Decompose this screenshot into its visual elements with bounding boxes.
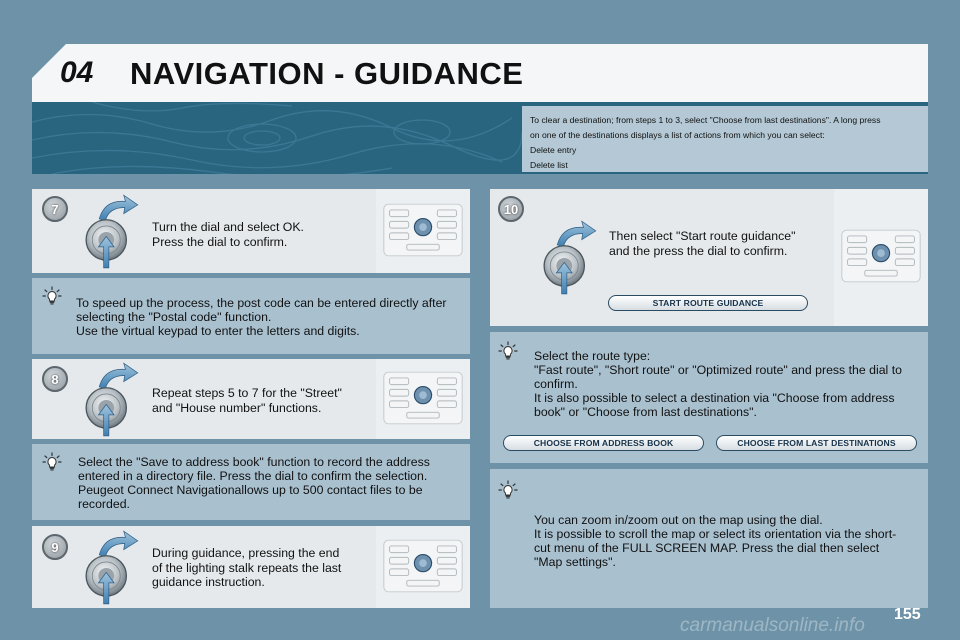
radio-faceplate-icon bbox=[380, 364, 466, 432]
step-8-text: Repeat steps 5 to 7 for the "Street" and "House number" functions. bbox=[152, 386, 342, 415]
dial-icon bbox=[80, 360, 150, 440]
lightbulb-icon bbox=[42, 286, 62, 306]
tip-3-text: Select the route type: "Fast route", "Short route" or "Optimized route" and press the dial to confirm. It is also possible to select a destination via "Choose from address book" or "Choose from last destinations". bbox=[534, 349, 902, 419]
page-title: NAVIGATION - GUIDANCE bbox=[130, 56, 524, 91]
radio-faceplate-icon bbox=[380, 196, 466, 264]
step-9-text: During guidance, pressing the end of the lighting stalk repeats the last guidance instruction. bbox=[152, 546, 342, 589]
step-9-badge: 9 bbox=[42, 534, 68, 560]
start-route-guidance-button[interactable]: START ROUTE GUIDANCE bbox=[608, 295, 808, 311]
tip-2-text: Select the "Save to address book" function to record the address entered in a directory file. Press the dial to confirm the selection. Peugeot Connect Navigationallows up to 500 contact files to be recorded. bbox=[78, 455, 430, 511]
step-7-text: Turn the dial and select OK. Press the dial to confirm. bbox=[152, 220, 304, 249]
step-10-badge: 10 bbox=[498, 196, 524, 222]
step-10-text: Then select "Start route guidance" and the press the dial to confirm. bbox=[609, 229, 796, 258]
tip-1-text: To speed up the process, the post code can be entered directly after selecting the "Postal code" function. Use the virtual keypad to enter the letters and digits. bbox=[76, 296, 447, 338]
dial-icon bbox=[538, 218, 608, 298]
step-8-badge: 8 bbox=[42, 366, 68, 392]
lightbulb-icon bbox=[42, 452, 62, 472]
dial-icon bbox=[80, 528, 150, 608]
tip-4-text: You can zoom in/zoom out on the map using the dial. It is possible to scroll the map or select its orientation via the short- cut menu of the FULL SCREEN MAP. Press the dial then select "Map settings". bbox=[534, 513, 897, 569]
lightbulb-icon bbox=[498, 341, 518, 361]
intro-text: To clear a destination; from steps 1 to 3, select "Choose from last destinations". A long press on one of the destinations displays a list of actions from which you can select: Delete entry Delete list bbox=[530, 115, 881, 170]
lightbulb-icon bbox=[498, 480, 518, 500]
chapter-number: 04 bbox=[60, 56, 94, 89]
choose-from-last-destinations-button[interactable]: CHOOSE FROM LAST DESTINATIONS bbox=[716, 435, 917, 451]
page-number: 155 bbox=[894, 606, 921, 623]
radio-faceplate-icon bbox=[838, 222, 924, 290]
radio-faceplate-icon bbox=[380, 532, 466, 600]
dial-icon bbox=[80, 192, 150, 272]
step-7-badge: 7 bbox=[42, 196, 68, 222]
choose-from-address-book-button[interactable]: CHOOSE FROM ADDRESS BOOK bbox=[503, 435, 704, 451]
watermark: carmanualsonline.info bbox=[680, 615, 865, 636]
